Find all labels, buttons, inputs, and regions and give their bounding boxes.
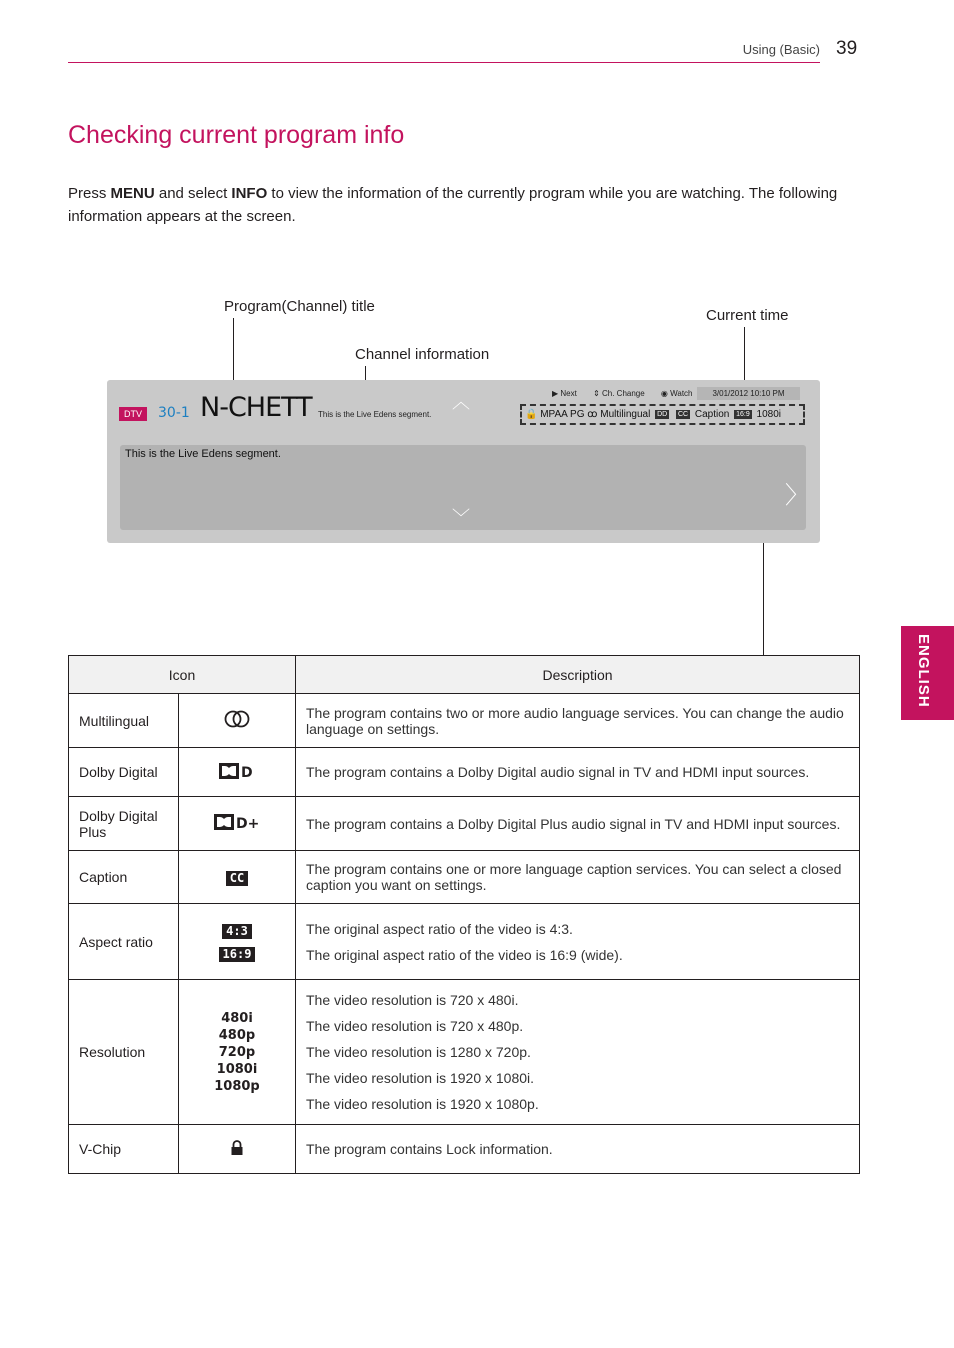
row-name: Dolby Digital [69, 748, 179, 797]
next-hint[interactable]: ▶ Next [552, 389, 577, 398]
row-name: V-Chip [69, 1125, 179, 1174]
chevron-up-icon[interactable]: ︿ [452, 392, 470, 412]
chevron-down-icon[interactable]: ﹀ [452, 508, 470, 528]
table-row [69, 797, 860, 851]
dolby-digital-icon: DD [657, 411, 668, 418]
watch-hint[interactable]: ◉ Watch [660, 389, 693, 398]
dolby-digital-icon [179, 748, 296, 797]
row-description: The program contains Lock information. [296, 1125, 860, 1174]
desc-line: The original aspect ratio of the video is 4:3. [306, 920, 573, 937]
desc-line: The original aspect ratio of the video is 16:9 (wide). [306, 946, 623, 963]
language-tab [901, 626, 954, 720]
language-tab-label: ENGLISH [915, 634, 932, 708]
aspect-ratio-badge: 16:9 [736, 411, 750, 418]
row-name: Dolby Digital Plus [69, 797, 179, 851]
header-icon: Icon [69, 656, 296, 694]
row-description [296, 904, 860, 980]
callout-channel-info: Channel information [355, 346, 490, 363]
channel-title: N-CHETT [200, 392, 312, 423]
channel-number: 30-1 [158, 405, 190, 421]
caption-label: Caption [694, 409, 730, 420]
current-time: 3/01/2012 10:10 PM [697, 387, 800, 400]
page-number: 39 [836, 38, 858, 59]
aspect-ratio-icons [179, 904, 296, 980]
resolution-icons [179, 980, 296, 1125]
table-row [69, 1125, 860, 1174]
nav-hints [552, 389, 707, 398]
resolution-label: 1080i [756, 409, 782, 420]
table-row [69, 904, 860, 980]
ch-change-hint[interactable]: ⇕ Ch. Change [593, 389, 645, 398]
callout-current-time: Current time [706, 307, 789, 324]
desc-line: The video resolution is 720 x 480p. [306, 1018, 524, 1034]
chevron-right-icon[interactable]: 〉 [785, 482, 809, 509]
caption-icon: CC [677, 411, 689, 418]
svg-text:D+: D+ [236, 816, 260, 830]
multilingual-label: Multilingual [600, 409, 651, 420]
intro-text-2: and select [154, 185, 232, 202]
row-name: Multilingual [69, 694, 179, 748]
desc-line: The video resolution is 1920 x 1080p. [306, 1096, 539, 1112]
table-row [69, 748, 860, 797]
row-description: The program contains two or more audio language services. You can change the audio language on settings. [296, 694, 860, 748]
row-description [296, 980, 860, 1125]
row-description: The program contains a Dolby Digital Plus audio signal in TV and HDMI input sources. [296, 797, 860, 851]
section-label: Using (Basic) [742, 42, 820, 57]
caption-icon: CC [226, 871, 248, 886]
row-name: Caption [69, 851, 179, 904]
intro-text-1: Press [68, 185, 111, 202]
row-description: The program contains a Dolby Digital audio signal in TV and HDMI input sources. [296, 748, 860, 797]
info-keyword: INFO [231, 185, 268, 202]
res-720p-icon: 720p [218, 1044, 256, 1060]
menu-keyword: MENU [110, 185, 155, 202]
res-480p-icon: 480p [218, 1027, 256, 1043]
multilingual-icon: ꝏ [587, 409, 601, 420]
page-title: Checking current program info [68, 121, 405, 149]
channel-info: This is the Live Edens segment. [318, 410, 432, 419]
table-header-row [69, 656, 860, 694]
aspect-4-3-icon: 4:3 [222, 924, 252, 939]
icon-description-table [68, 655, 860, 1174]
desc-line: The video resolution is 1920 x 1080i. [306, 1070, 535, 1086]
res-1080i-icon: 1080i [216, 1061, 258, 1077]
dolby-digital-plus-icon [179, 797, 296, 851]
desc-line: The video resolution is 720 x 480i. [306, 992, 519, 1008]
multilingual-icon [179, 694, 296, 748]
header-description: Description [296, 656, 860, 694]
res-480i-icon: 480i [221, 1010, 253, 1026]
multilingual-icon-graphic [222, 710, 252, 728]
caption-icon-cell [179, 851, 296, 904]
dolby-digital-plus-icon-graphic [214, 814, 260, 830]
program-icons-strip [520, 404, 805, 425]
lock-icon [179, 1125, 296, 1174]
intro-text-3: to view the information of the currently program while you are watching. The following information appears at the screen. [68, 185, 838, 225]
desc-line: The video resolution is 1280 x 720p. [306, 1044, 531, 1060]
row-name: Resolution [69, 980, 179, 1125]
callout-program-title: Program(Channel) title [224, 298, 375, 315]
svg-text:D: D [241, 764, 253, 779]
intro-paragraph [68, 182, 858, 228]
res-1080p-icon: 1080p [214, 1078, 260, 1094]
rating-label: 🔒 MPAA PG [525, 409, 585, 420]
table-row [69, 851, 860, 904]
header-rule [68, 62, 820, 63]
table-row [69, 694, 860, 748]
callout-line-time [744, 327, 745, 387]
table-row [69, 980, 860, 1125]
aspect-16-9-icon: 16:9 [219, 947, 256, 962]
source-badge: DTV [119, 407, 147, 421]
row-name: Aspect ratio [69, 904, 179, 980]
dolby-digital-icon-graphic [219, 763, 255, 779]
program-description: This is the Live Edens segment. [125, 448, 281, 460]
lock-icon-graphic [230, 1140, 244, 1156]
row-description: The program contains one or more language caption services. You can select a closed caption you want on settings. [296, 851, 860, 904]
tv-info-banner [107, 380, 820, 543]
